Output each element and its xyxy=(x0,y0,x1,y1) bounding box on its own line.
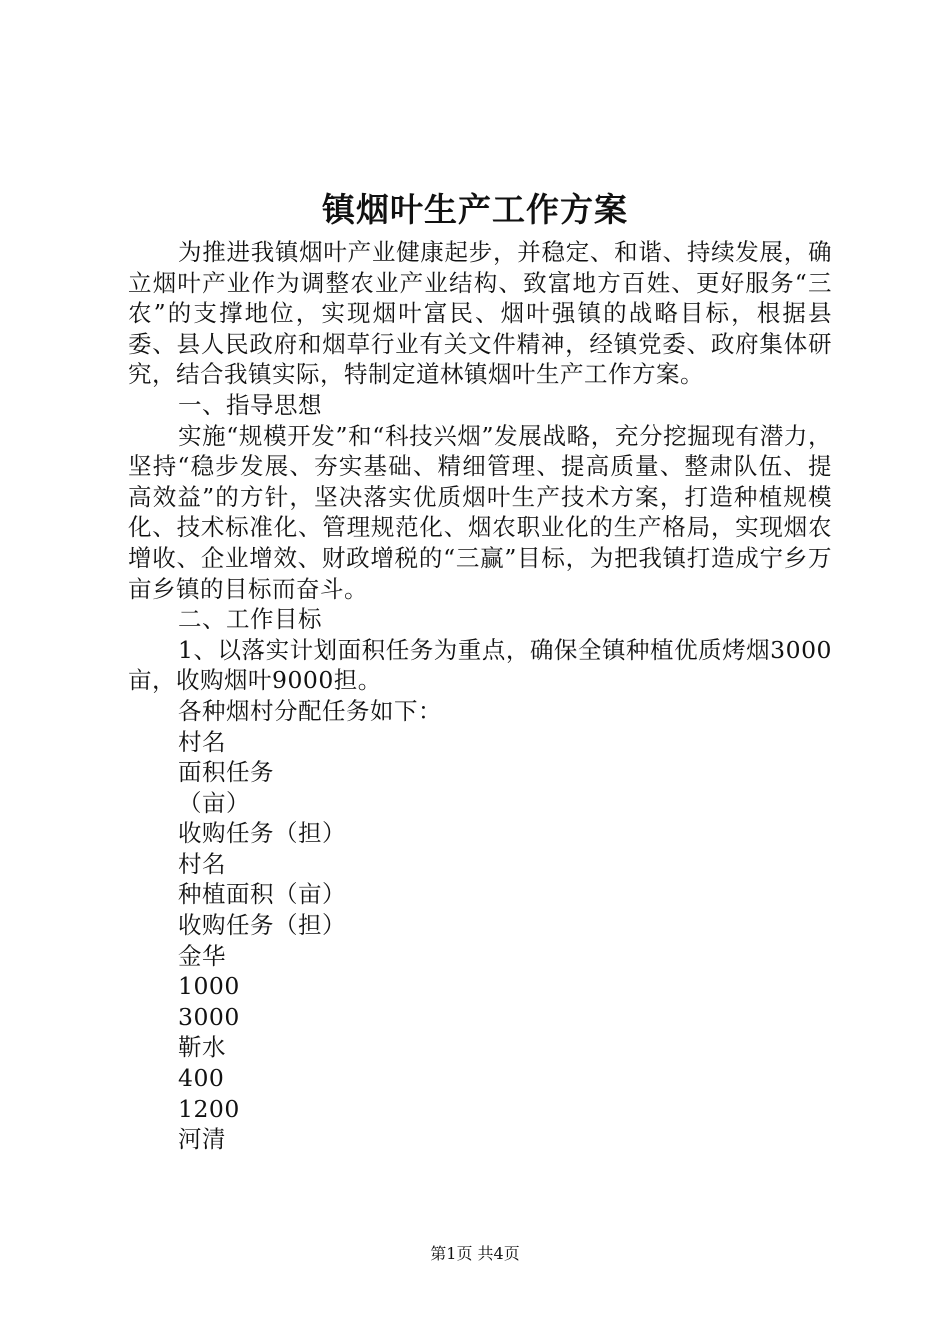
table-cell: 金华 xyxy=(178,941,226,970)
document-title: 镇烟叶生产工作方案 xyxy=(322,190,628,229)
document-body xyxy=(128,237,832,1155)
section-heading-work-goals: 二、工作目标 xyxy=(178,605,322,634)
page-footer: 第1页 共4页 xyxy=(430,1244,520,1263)
table-cell: 靳水 xyxy=(178,1033,226,1062)
table-cell: （亩） xyxy=(178,788,250,817)
table-cell: 村名 xyxy=(178,849,226,878)
table-cell: 河清 xyxy=(178,1125,226,1154)
table-cell: 400 xyxy=(178,1064,225,1093)
task-allocation-intro: 各种烟村分配任务如下： xyxy=(178,696,442,725)
table-cell: 面积任务 xyxy=(178,758,274,787)
table-cell: 种植面积（亩） xyxy=(178,880,346,909)
intro-paragraph: 为推进我镇烟叶产业健康起步，并稳定、和谐、持续发展，确立烟叶产业作为调整农业产业结构、致富地方百姓、更好服务“三农”的支撑地位，实现烟叶富民、烟叶强镇的战略目标，根据县委、县人民政府和烟草行业有关文件精神，经镇党委、政府集体研究，结合我镇实际，特制定道林镇烟叶生产工作方案。 xyxy=(128,238,832,389)
table-cell: 1000 xyxy=(178,972,240,1001)
guiding-ideology-paragraph: 实施“规模开发”和“科技兴烟”发展战略，充分挖掘现有潜力，坚持“稳步发展、夯实基础、精细管理、提高质量、整肃队伍、提高效益”的方针，坚决落实优质烟叶生产技术方案，打造种植规模化、技术标准化、管理规范化、烟农职业化的生产格局，实现烟农增收、企业增效、财政增税的“三赢”目标，为把我镇打造成宁乡万亩乡镇的目标而奋斗。 xyxy=(128,421,832,603)
work-goal-item-1: 1、以落实计划面积任务为重点，确保全镇种植优质烤烟3000亩，收购烟叶9000担。 xyxy=(128,635,832,695)
table-cell: 村名 xyxy=(178,727,226,756)
table-cell: 收购任务（担） xyxy=(178,911,346,940)
table-cell: 3000 xyxy=(178,1002,240,1031)
section-heading-guiding-ideology: 一、指导思想 xyxy=(178,390,322,419)
table-cell: 1200 xyxy=(178,1094,240,1123)
table-cell: 收购任务（担） xyxy=(178,819,346,848)
